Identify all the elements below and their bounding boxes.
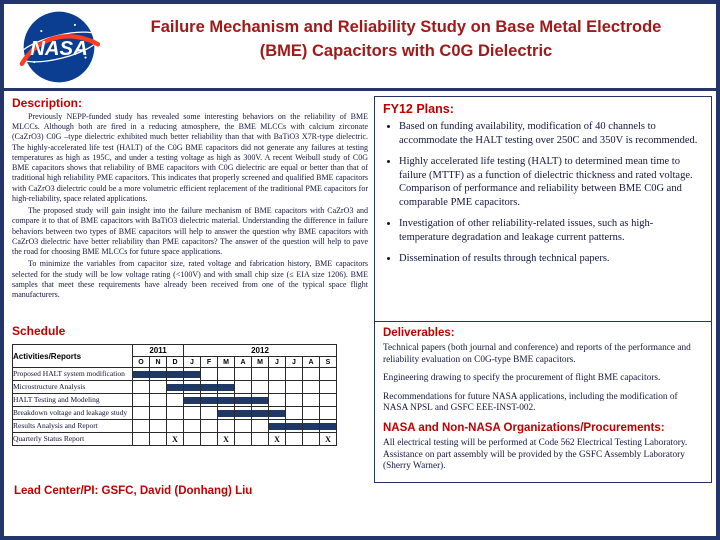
schedule-cell xyxy=(269,394,286,407)
schedule-cell xyxy=(150,381,167,394)
schedule-activity-label: Breakdown voltage and leakage study xyxy=(13,407,133,420)
gantt-bar-segment xyxy=(184,397,200,404)
schedule-cell xyxy=(167,407,184,420)
schedule-cell xyxy=(201,394,218,407)
gantt-bar-segment xyxy=(218,410,234,417)
schedule-cell xyxy=(235,368,252,381)
right-lower-section xyxy=(374,321,712,483)
schedule-cell xyxy=(320,394,337,407)
gantt-bar-segment xyxy=(269,423,285,430)
schedule-cell: X xyxy=(320,433,337,446)
schedule-cell xyxy=(269,368,286,381)
schedule-activities-header: Activities/Reports xyxy=(13,345,133,368)
schedule-cell xyxy=(201,433,218,446)
schedule-year-header: 2011 xyxy=(133,345,184,357)
schedule-cell xyxy=(286,420,303,433)
schedule-month-header: S xyxy=(320,357,337,368)
schedule-cell xyxy=(133,433,150,446)
schedule-cell xyxy=(235,407,252,420)
schedule-activity-label: Proposed HALT system modification xyxy=(13,368,133,381)
organizations-heading: NASA and Non-NASA Organizations/Procurements: xyxy=(383,422,665,435)
schedule-month-header: M xyxy=(252,357,269,368)
schedule-cell xyxy=(303,368,320,381)
gantt-bar-segment xyxy=(201,397,217,404)
gantt-bar-segment xyxy=(235,410,251,417)
schedule-cell xyxy=(320,420,337,433)
gantt-bar-segment xyxy=(303,423,319,430)
schedule-cell xyxy=(269,381,286,394)
gantt-bar-segment xyxy=(235,397,251,404)
schedule-cell xyxy=(286,381,303,394)
schedule-table xyxy=(12,344,337,446)
nasa-logo xyxy=(14,9,104,85)
schedule-cell xyxy=(252,433,269,446)
gantt-bar-segment xyxy=(150,371,166,378)
schedule-cell xyxy=(201,420,218,433)
gantt-bar-segment xyxy=(184,384,200,391)
schedule-cell xyxy=(201,407,218,420)
schedule-cell xyxy=(133,381,150,394)
gantt-bar-segment xyxy=(320,423,336,430)
slide-title-line2: (BME) Capacitors with C0G Dielectric xyxy=(259,41,553,60)
schedule-cell xyxy=(303,433,320,446)
schedule-cell xyxy=(235,394,252,407)
schedule-cell xyxy=(184,433,201,446)
schedule-cell: X xyxy=(269,433,286,446)
description-section xyxy=(12,96,368,322)
schedule-cell xyxy=(133,368,150,381)
schedule-cell xyxy=(150,407,167,420)
schedule-cell xyxy=(252,407,269,420)
schedule-cell xyxy=(286,433,303,446)
schedule-row xyxy=(13,381,337,394)
schedule-row xyxy=(13,368,337,381)
deliverables-heading: Deliverables: xyxy=(383,327,455,339)
schedule-heading: Schedule xyxy=(12,324,66,338)
gantt-bar-segment xyxy=(252,410,268,417)
schedule-activity-label: Quarterly Status Report xyxy=(13,433,133,446)
schedule-cell xyxy=(218,368,235,381)
schedule-activity-label: Microstructure Analysis xyxy=(13,381,133,394)
schedule-row xyxy=(13,394,337,407)
schedule-cell xyxy=(184,407,201,420)
schedule-cell xyxy=(184,394,201,407)
schedule-row xyxy=(13,407,337,420)
gantt-bar-segment xyxy=(184,371,200,378)
schedule-month-header: O xyxy=(133,357,150,368)
schedule-cell xyxy=(235,433,252,446)
schedule-cell xyxy=(218,407,235,420)
schedule-cell xyxy=(218,420,235,433)
fy12-bullet: • Dissemination of results through technical papers. xyxy=(399,252,703,266)
schedule-cell xyxy=(218,381,235,394)
organizations-text: All electrical testing will be performed at Code 562 Electrical Testing Laboratory. Assistance on part assembly will be provided by the GSFC Assembly Laboratory (Sherry Warner). xyxy=(383,438,688,472)
schedule-cell xyxy=(235,420,252,433)
schedule-month-header: A xyxy=(303,357,320,368)
schedule-month-header: F xyxy=(201,357,218,368)
schedule-cell xyxy=(252,394,269,407)
gantt-bar-segment xyxy=(201,384,217,391)
schedule-cell xyxy=(150,368,167,381)
fy12-plans-section xyxy=(374,96,712,322)
schedule-cell xyxy=(218,394,235,407)
schedule-cell xyxy=(150,394,167,407)
schedule-cell xyxy=(286,368,303,381)
description-text xyxy=(12,112,368,300)
gantt-bar-segment xyxy=(167,384,183,391)
description-paragraph: To minimize the variables from capacitor size, rated voltage and fabrication history, BME capacitors selected for the study will be low voltage rating (<100V) and with small chip size (≤ EIA size 1206). BME samples that meet these requirements have already been received from one of the typical space flight manufacturers. xyxy=(12,259,368,299)
schedule-cell xyxy=(286,407,303,420)
lead-center-line: Lead Center/PI: GSFC, David (Donhang) Liu xyxy=(14,485,253,497)
slide-header xyxy=(4,4,716,88)
schedule-cell xyxy=(167,394,184,407)
schedule-cell xyxy=(320,368,337,381)
schedule-cell xyxy=(133,407,150,420)
schedule-cell xyxy=(184,368,201,381)
schedule-cell xyxy=(252,420,269,433)
fy12-bullet: • Highly accelerated life testing (HALT) to determined mean time to failure (MTTF) as a function of dielectric thickness and rated voltage. Comparison of performance and reliability between BME C0G and comparable PME capacitors. xyxy=(399,155,703,210)
description-heading: Description: xyxy=(12,96,83,110)
fy12-bullet: • Investigation of other reliability-related issues, such as high-temperature degradation and leakage current patterns. xyxy=(399,217,703,245)
schedule-cell xyxy=(286,394,303,407)
schedule-cell xyxy=(235,381,252,394)
schedule-cell: X xyxy=(218,433,235,446)
description-paragraph: Previously NEPP-funded study has revealed some interesting behaviors on the reliability of BME MLCCs. Although both are fired in a reducing atmosphere, the BME MLCCs with calcium zirconate (CaZrO3) C0G –type dielectric exhibited much better reliability than that with BaTiO3 X7R-type dielectric. The highly-accelerated life test (HALT) of the C0G BME capacitors did not generate any failures at testing temperatures as high as 195C, and under a testing voltage as high as 300V. A recent Weibull study of C0G BME capacitors shows that reliability of BME capacitors with C0G dielectric are equal or better than that of traditional high reliability PME capacitors. This indicates that properly screened and qualified BME capacitors with CaZrO3 dielectric could be a more volumetric efficient replacement of the traditional PME capacitors for high-reliability, space related applications. xyxy=(12,112,368,203)
schedule-cell xyxy=(269,420,286,433)
schedule-month-header: J xyxy=(184,357,201,368)
slide-title-line1: Failure Mechanism and Reliability Study on Base Metal Electrode xyxy=(150,18,662,36)
schedule-section xyxy=(12,324,368,446)
gantt-bar-segment xyxy=(218,397,234,404)
gantt-bar-segment xyxy=(167,371,183,378)
schedule-cell: X xyxy=(167,433,184,446)
schedule-cell xyxy=(303,420,320,433)
nasa-logo-icon xyxy=(14,9,104,85)
schedule-row xyxy=(13,420,337,433)
schedule-cell xyxy=(167,381,184,394)
schedule-cell xyxy=(167,420,184,433)
schedule-cell xyxy=(150,420,167,433)
schedule-cell xyxy=(167,368,184,381)
schedule-activity-label: Results Analysis and Report xyxy=(13,420,133,433)
schedule-cell xyxy=(133,394,150,407)
slide-title xyxy=(106,16,706,64)
schedule-month-header: J xyxy=(286,357,303,368)
fy12-bullet: • Based on funding availability, modification of 40 channels to accommodate the HALT testing over 250C and 350V is recommended. xyxy=(399,120,703,148)
schedule-cell xyxy=(252,381,269,394)
schedule-month-header: J xyxy=(269,357,286,368)
fy12-bullet-list xyxy=(399,120,703,266)
schedule-cell xyxy=(184,420,201,433)
schedule-month-header: M xyxy=(218,357,235,368)
schedule-cell xyxy=(201,381,218,394)
schedule-cell xyxy=(303,381,320,394)
gantt-bar-segment xyxy=(269,410,285,417)
schedule-cell xyxy=(320,407,337,420)
header-divider xyxy=(4,88,716,91)
gantt-bar-segment xyxy=(218,384,234,391)
fy12-heading: FY12 Plans: xyxy=(383,102,454,116)
description-paragraph: The proposed study will gain insight into the failure mechanism of BME capacitors with CaZrO3 and compare it to that of BME capacitors with BaTiO3 dielectric material. Understanding the difference in failure behaviors between two types of BME capacitors will help to answer the question why BME capacitors with CaZrO3 dielectric have better reliability than PME capacitors? The answer of the question will help to pave the road for choosing BME MLCCs for future space applications. xyxy=(12,206,368,257)
schedule-cell xyxy=(303,394,320,407)
schedule-cell xyxy=(303,407,320,420)
deliverable-item: Technical papers (both journal and conference) and reports of the performance and reliability evaluation on C0G-type BME capacitors. xyxy=(383,343,691,365)
schedule-cell xyxy=(184,381,201,394)
schedule-cell xyxy=(269,407,286,420)
schedule-month-header: A xyxy=(235,357,252,368)
deliverable-item: Recommendations for future NASA applications, including the modification of NASA NPSL and GSFC EEE-INST-002. xyxy=(383,391,678,414)
schedule-month-header: N xyxy=(150,357,167,368)
schedule-cell xyxy=(320,381,337,394)
schedule-year-header: 2012 xyxy=(184,345,337,357)
gantt-bar-segment xyxy=(133,371,149,378)
schedule-cell xyxy=(201,368,218,381)
schedule-row xyxy=(13,433,337,446)
schedule-month-header: D xyxy=(167,357,184,368)
schedule-cell xyxy=(252,368,269,381)
deliverable-item: Engineering drawing to specify the procurement of flight BME capacitors. xyxy=(383,373,661,384)
gantt-bar-segment xyxy=(252,397,268,404)
schedule-cell xyxy=(133,420,150,433)
schedule-activity-label: HALT Testing and Modeling xyxy=(13,394,133,407)
nasa-logo-text: NASA xyxy=(30,37,88,60)
schedule-cell xyxy=(150,433,167,446)
gantt-bar-segment xyxy=(286,423,302,430)
